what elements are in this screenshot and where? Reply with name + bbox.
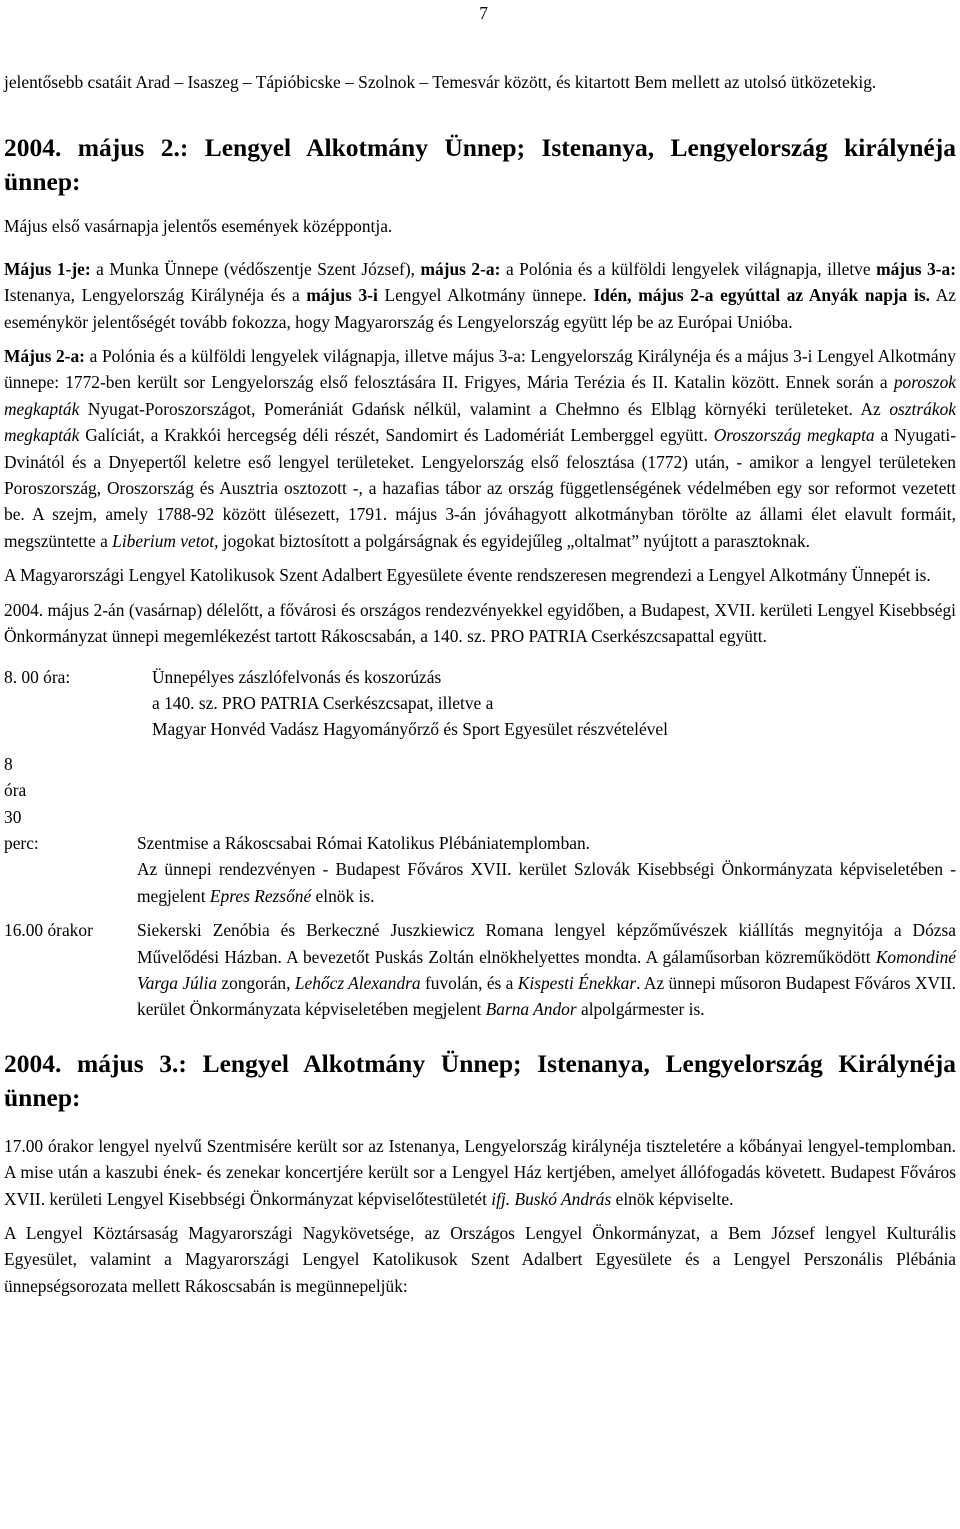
section-heading-may-2: 2004. május 2.: Lengyel Alkotmány Ünnep; Istenanya, Lengyelország királynéja ünnep: [4,133,956,197]
paragraph-mass: 17.00 órakor lengyel nyelvű Szentmisére került sor az Istenanya, Lengyelország királynéja tiszteletére a kőbányai lengyel-templomban. A mise után a kaszubi ének- és zenekar koncertjére került sor a Lengyel Ház kertjében, amelyet állófogadás követett. Budapest Főváros XVII. kerületi Lengyel Kisebbségi Önkormányzat képviselőtestületét ifj. Buskó András elnök képviselte. [4,1135,956,1209]
section-heading-may-3: 2004. május 3.: Lengyel Alkotmány Ünnep; Istenanya, Lengyelország Királynéja ünnep: [4,1048,956,1112]
paragraph-celebration: 2004. május 2-án (vasárnap) délelőtt, a fővárosi és országos rendezvényekkel egyidőben, a Budapest, XVII. kerületi Lengyel Kisebbségi Önkormányzat ünnepi megemlékezést tartott Rákoscsabán, a 140. sz. PRO PATRIA Cserkészcsapattal együtt. [4,599,956,647]
paragraph-intro: Május első vasárnapja jelentős események középpontja. [4,216,393,237]
schedule-text: Siekerski Zenóbia és Berkeczné Juszkiewicz Romana lengyel képzőművészek kiállítás megnyitója a Dózsa Művelődési Házban. A bevezetőt Puskás Zoltán elnökhelyettes mondta. A gálaműsorban közreműködött Komondiné Varga Júlia zongorán, Lehőcz Alexandra fuvolán, és a Kispesti Énekkar. Az ünnepi műsoron Budapest Főváros XVII. kerület Önkormányzata képviseletében megjelent Barna Andor alpolgármester is. [137,920,956,1020]
paragraph-may-events: Május 1-je: a Munka Ünnepe (védőszentje Szent József), május 2-a: a Polónia és a külföldi lengyelek világnapja, illetve május 3-a: Istenanya, Lengyelország Királynéja és a május 3-i Lengyel Alkotmány ünnepe. Idén, május 2-a egyúttal az Anyák napja is. Az eseménykör jelentőségét tovább fokozza, hogy Magyarország és Lengyelország együtt lép be az Európai Unióba. [4,258,957,332]
document-body [4,69,956,1299]
paragraph-continuation: jelentősebb csatáit Arad – Isaszeg – Tápióbicske – Szolnok – Temesvár között, és kitartott Bem mellett az utolsó ütközetekig. [4,72,877,92]
schedule-text: Ünnepélyes zászlófelvonás és koszorúzás a 140. sz. PRO PATRIA Cserkészcsapat, illetve a Magyar Honvéd Vadász Hagyományőrző és Sport Egyesület részvételével [152,666,668,740]
schedule-item-0830: 8 óra 30 perc: Szentmise a Rákoscsabai Római Katolikus Plébániatemplomban. Az ünnepi rendezvényen - Budapest Főváros XVII. kerület Szlovák Kisebbségi Önkormányzata képviseletében - megjelent Epres Rezsőné elnök is. [4,751,956,909]
page-number: 7 [479,3,488,23]
schedule-item-0800 [4,664,956,743]
schedule-time: 8. 00 óra: [4,666,71,687]
paragraph-history: Május 2-a: a Polónia és a külföldi lengyelek világnapja, illetve május 3-a: Lengyelország Királynéja és a május 3-i Lengyel Alkotmány ünnepe: 1772-ben került sor Lengyelország első felosztására II. Frigyes, Mária Terézia és II. Katalin között. Ennek során a poroszok megkapták Nyugat-Poroszországot, Pomerániát Gdańsk nélkül, valamint a Chełmno és Elbląg környéki területeket. Az osztrákok megkapták Galíciát, a Krakkói hercegség déli részét, Sandomirt és Ladomériát Lemberggel együtt. Oroszország megkapta a Nyugati-Dvinától és a Dnyepertől keletre eső lengyel területeket. Lengyelország első felosztása (1772) után, - amikor a lengyel területeken Poroszország, Oroszország és Ausztria osztozott -, a hazafias tábor az ország függetlenségének védelmében egy sor reformot vezetett be. A szejm, amely 1788-92 között ülésezett, 1791. május 3-án jóváhagyott alkotmányban törölte az állami élet elavult formáit, megszüntette a Liberium vetot, jogokat biztosított a polgárságnak és egyidejűleg „oltalmat” nyújtott a parasztoknak. [4,346,956,551]
paragraph-organizers: A Lengyel Köztársaság Magyarországi Nagykövetsége, az Országos Lengyel Önkormányzat, a Bem József lengyel Kulturális Egyesület, valamint a Magyarországi Lengyel Katolikusok Szent Adalbert Egyesülete és a Lengyel Perszonális Plébánia ünnepségsorozata mellett Rákoscsabán is megünnepeljük: [4,1223,956,1296]
schedule-item-1600 [4,917,956,1023]
schedule-time: 8 óra 30 perc: [4,753,39,853]
paragraph-adalbert: A Magyarországi Lengyel Katolikusok Szent Adalbert Egyesülete évente rendszeresen megrendezi a Lengyel Alkotmány Ünnepét is. [4,565,931,586]
schedule-time: 16.00 órakor [4,920,93,941]
